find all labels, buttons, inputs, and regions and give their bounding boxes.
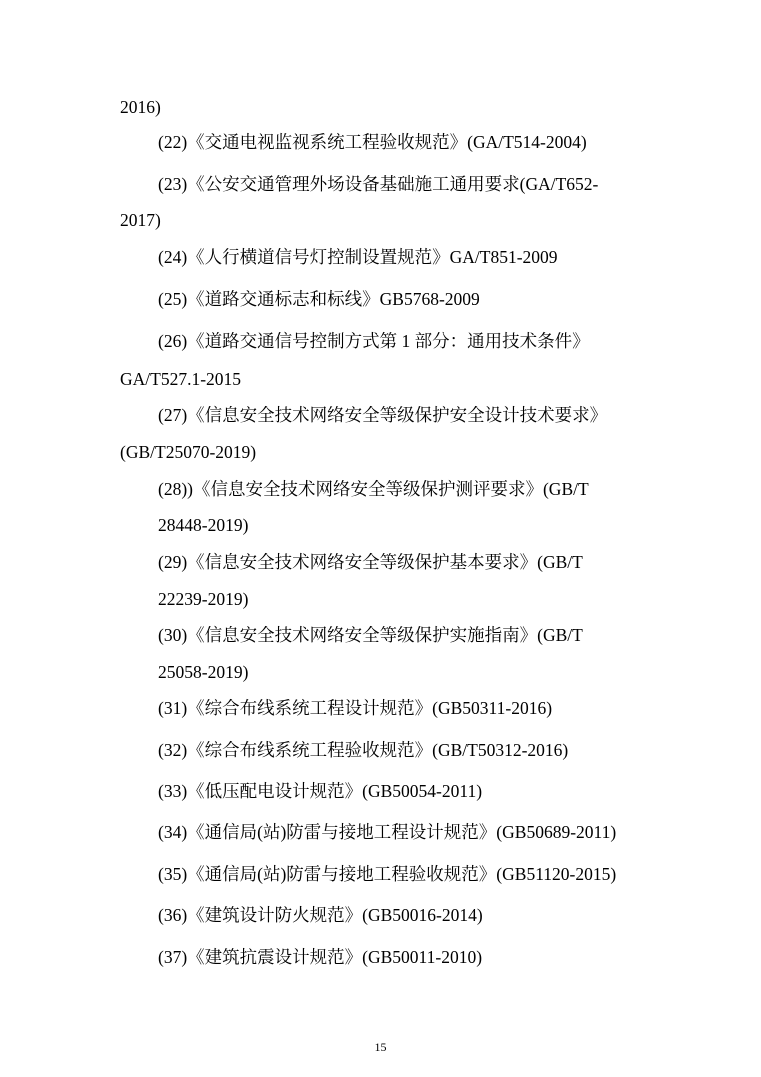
text-line: 2017) [120,210,161,230]
text-line: (GB/T25070-2019) [120,442,257,462]
text-line: (27)《信息安全技术网络安全等级保护安全设计技术要求》 [158,405,608,425]
text-line: (37)《建筑抗震设计规范》(GB50011-2010) [158,947,483,967]
text-line: 2016) [120,97,161,117]
text-line: 25058-2019) [158,662,249,682]
text-line: (24)《人行横道信号灯控制设置规范》GA/T851-2009 [158,247,558,267]
text-line: (34)《通信局(站)防雷与接地工程设计规范》(GB50689-2011) [158,822,617,842]
text-line: (32)《综合布线系统工程验收规范》(GB/T50312-2016) [158,740,569,760]
text-line: (28))《信息安全技术网络安全等级保护测评要求》(GB/T [158,479,589,499]
page-number: 15 [374,1040,387,1054]
text-line: (26)《道路交通信号控制方式第 1 部分：通用技术条件》 [158,331,590,351]
text-line: (25)《道路交通标志和标线》GB5768-2009 [158,289,480,309]
text-line: (29)《信息安全技术网络安全等级保护基本要求》(GB/T [158,552,583,572]
text-line: (22)《交通电视监视系统工程验收规范》(GA/T514-2004) [158,132,587,152]
text-line: 22239-2019) [158,589,249,609]
text-line: (33)《低压配电设计规范》(GB50054-2011) [158,781,483,801]
text-line: (36)《建筑设计防火规范》(GB50016-2014) [158,905,483,925]
text-line: (35)《通信局(站)防雷与接地工程验收规范》(GB51120-2015) [158,864,617,884]
text-line: (23)《公安交通管理外场设备基础施工通用要求(GA/T652- [158,174,599,194]
text-line: 28448-2019) [158,515,249,535]
text-line: GA/T527.1-2015 [120,369,242,389]
text-line: (30)《信息安全技术网络安全等级保护实施指南》(GB/T [158,625,583,645]
text-line: (31)《综合布线系统工程设计规范》(GB50311-2016) [158,698,553,718]
